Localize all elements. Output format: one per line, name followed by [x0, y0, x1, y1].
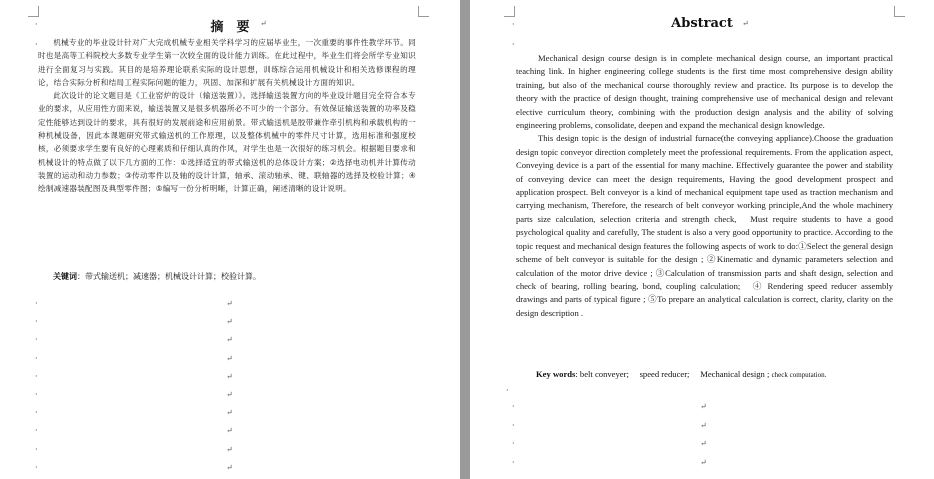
- page-gutter: [460, 0, 470, 479]
- paragraph-mark: ↵: [700, 402, 707, 411]
- bullet-mark: ·: [512, 420, 515, 430]
- bullet-mark: ·: [35, 40, 38, 49]
- paragraph-mark: ↵: [700, 457, 707, 467]
- bullet-mark: ·: [35, 408, 38, 418]
- bullet-mark: ·: [35, 335, 38, 345]
- bullet-mark: ·: [512, 439, 515, 448]
- keywords-text-zh: ：带式输送机；减速器；机械设计计算；校验计算。: [77, 272, 261, 281]
- abstract-paragraph-zh-1: 机械专业的毕业设计针对广大完成机械专业相关学科学习的应届毕业生，一次重要的事件性教学环节。同时也是高等工科院校大多数专业学生第一次较全面的设计能力训练。在此过程中，毕业生们将会所学专业知识进行全面复习与实践。其目的是培养理论联系实际的设计思想，训练综合运用机械设计和相关选修课程的理论，结合实际分析和结局工程实际问题的能力，巩固、加深和扩展有关机械设计方面的知识。: [38, 38, 416, 87]
- paragraph-mark: ↵: [226, 408, 233, 418]
- keywords-zh: [53, 271, 261, 282]
- paragraph-mark: ↵: [226, 335, 233, 345]
- abstract-paragraph-en-2: This design topic is the design of industrial furnace(the conveying appliance).Choose the graduation design topic conveyor direction completely meet the professional requirements. From the application aspect, Conveying device is a part of the essential for many machine. Effectively guarantee the power and stability of conveying device can meet the design requirements, Having the good development prospect and application prospect. Belt conveyor is a kind of mechanical equipment tape used as traction mechanism and carrying mechanism, Therefore, the research of belt conveyor working principle,And the whole machinery parts size calculation, selection criteria and strength check, Must require students to have a good psychological quality and carefully, The student is also a very good opportunity to practice. According to the topic request and mechanical design features the following aspects of work to do:①Select the general design scheme of belt conveyor is suitable for the design ; ②Kinematic and dynamic parameters selection and calculation of the motor drive device ; ③Calculation of transmission parts and shaft design, selection and check of bearing, rolling bearing, bond, coupling calculation; ④ Rendering speed reducer assembly drawings and parts of typical figure ; ⑤To prepare an analytical calculation is correct, clarity, clarity on the design description .: [516, 133, 893, 318]
- paragraph-mark: ↵: [226, 444, 233, 454]
- bullet-mark: ·: [512, 402, 515, 411]
- abstract-body-en: [516, 52, 893, 320]
- paragraph-mark: ↵: [226, 390, 233, 399]
- bullet-mark: ·: [35, 371, 38, 381]
- bullet-mark: ·: [35, 353, 38, 363]
- keywords-small-en: check computation.: [771, 371, 827, 379]
- bullet-mark: ·: [512, 40, 515, 49]
- keywords-label-zh: 关键词: [53, 272, 77, 281]
- bullet-mark: ·: [512, 457, 515, 467]
- bullet-mark: ·: [35, 299, 38, 308]
- keywords-text-en: : belt conveyer; speed reducer; Mechanical design ;: [575, 369, 770, 379]
- paragraph-mark: ↵: [226, 371, 233, 381]
- bullet-mark: ·: [506, 386, 509, 395]
- abstract-body-zh: [38, 36, 416, 196]
- paragraph-mark: ↵: [226, 317, 233, 327]
- paragraph-mark: ↵: [700, 439, 707, 448]
- paragraph-mark: ↵: [260, 19, 267, 28]
- abstract-title-zh: 摘 要: [210, 20, 250, 35]
- keywords-label-en: Key words: [536, 369, 576, 379]
- bullet-mark: ·: [35, 20, 38, 29]
- paragraph-mark: ↵: [700, 420, 707, 430]
- bullet-mark: ·: [35, 317, 38, 327]
- abstract-paragraph-zh-2: 此次设计的论文题目是《工业窑炉的设计（输送装置）》。选择输送装置方向的毕业设计题目完全符合本专业的要求，从应用性方面来说，输送装置又是很多机器所必不可少的一个部分。有效保证输送装置的功率及稳定性能够达到设计的要求，具有很好的发展前途和应用前景。带式输送机是胶带兼作牵引机构和承载机构的一种机械设备，因此本课题研究带式输送机的工作原理，以及整体机械中的零件尺寸计算，选用标准和强度校核，必须要求学生要有良好的心理素质和仔细认真的作风，对学生也是一次很好的练习机会。根据题目要求和机械设计的特点做了以下几方面的工作：①选择适宜的带式输送机的总体设计方案；②选择电动机并计算传动装置的运动和动力参数；③传动零件以及轴的设计计算，轴承、滚动轴承、键、联轴器的选择及校验计算；④绘制减速器装配图及典型零件图；⑤编写一份分析明晰，计算正确，阐述清晰的设计说明。: [38, 91, 416, 194]
- bullet-mark: ·: [35, 426, 38, 436]
- abstract-title-en: Abstract: [671, 16, 733, 31]
- keywords-en: [536, 368, 826, 380]
- abstract-paragraph-en-1: Mechanical design course design is in complete mechanical design course, an important practical teaching link. In higher engineering college students is the first time most comprehensive design ability training, but also of the mechanical course thoroughly review and practice. Its purpose is to develop the theory with the practice of design thought, training comprehensive use of mechanical design and relevant elective curriculum theory, combining with the production design analysis and the ability of solving engineering problems, consolidate, deepen and expand the mechanical design knowledge.: [516, 53, 893, 131]
- bullet-mark: ·: [35, 444, 38, 454]
- paragraph-mark: ↵: [226, 353, 233, 363]
- bullet-mark: ·: [512, 20, 515, 29]
- bullet-mark: ·: [35, 462, 38, 472]
- paragraph-mark: ↵: [226, 299, 233, 308]
- bullet-mark: ·: [35, 390, 38, 399]
- paragraph-mark: ↵: [226, 462, 233, 472]
- paragraph-mark: ↵: [226, 426, 233, 436]
- paragraph-mark: ↵: [742, 19, 749, 28]
- left-page: [0, 0, 460, 479]
